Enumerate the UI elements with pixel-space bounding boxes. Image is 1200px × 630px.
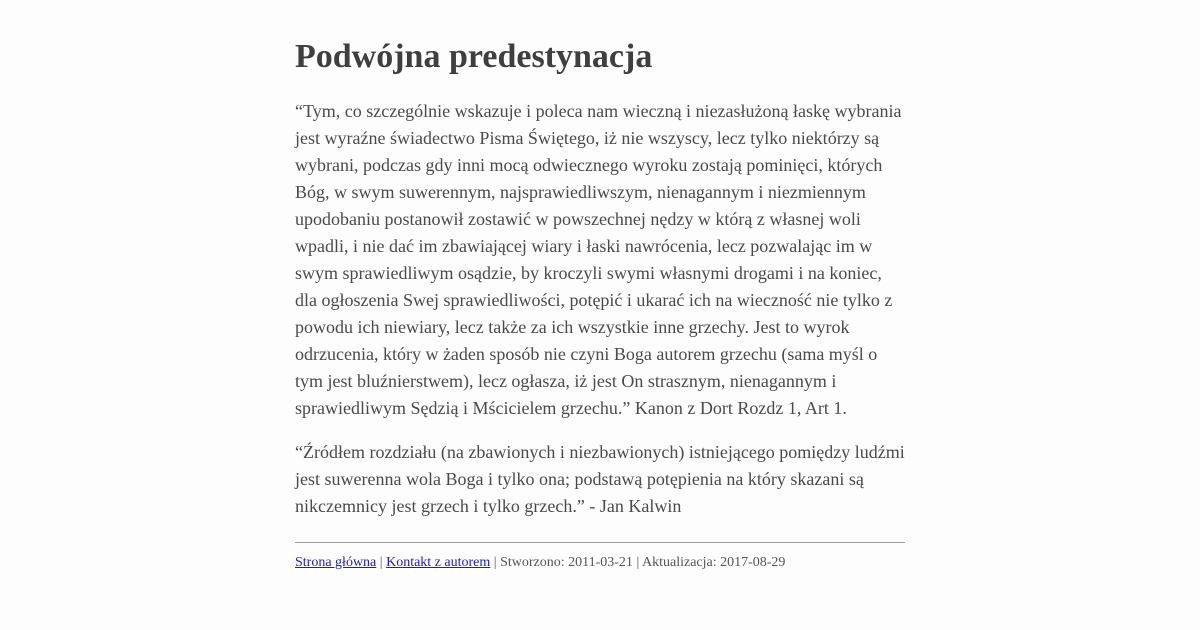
footer-separator: |: [493, 555, 497, 570]
footer-separator: |: [379, 555, 383, 570]
updated-date: Aktualizacja: 2017-08-29: [641, 555, 786, 570]
created-date: Stworzono: 2011-03-21: [500, 555, 633, 570]
quote-paragraph-calvin: “Źródłem rozdziału (na zbawionych i niezbawionych) istniejącego pomiędzy ludźmi jest suwerenna wola Boga i tylko ona; podstawą potępienia na który skazani są nikczemnicy jest grzech i tylko grzech.” - Jan Kalwin: [295, 442, 905, 516]
footer-divider: [295, 542, 905, 543]
footer-separator: |: [636, 555, 640, 570]
article: [295, 0, 905, 574]
page-title: Podwójna predestynacja: [295, 38, 653, 75]
contact-link[interactable]: Kontakt z autorem: [386, 555, 491, 570]
footer: [295, 552, 905, 574]
quote-paragraph-dort: “Tym, co szczególnie wskazuje i poleca nam wieczną i niezasłużoną łaskę wybrania jest wyraźne świadectwo Pisma Świętego, iż nie wszyscy, lecz tylko niektórzy są wybrani, podczas gdy inni mocą odwiecznego wyroku zostają pominięci, których Bóg, w swym suwerennym, najsprawiedliwszym, nienagannym i niezmiennym upodobaniu postanowił zostawić w powszechnej nędzy w którą z własnej woli wpadli, i nie dać im zbawiającej wiary i łaski nawrócenia, lecz pozwalając im w swym sprawiedliwym osądzie, by kroczyli swymi własnymi drogami i na koniec, dla ogłoszenia Swej sprawiedliwości, potępić i ukarać ich na wieczność nie tylko z powodu ich niewiary, lecz także za ich wszystkie inne grzechy. Jest to wyrok odrzucenia, który w żaden sposób nie czyni Boga autorem grzechu (sama myśl o tym jest bluźnierstwem), lecz ogłasza, iż jest On strasznym, nienagannym i sprawiedliwym Sędzią i Mścicielem grzechu.” Kanon z Dort Rozdz 1, Art 1.: [295, 101, 902, 418]
home-link[interactable]: Strona główna: [295, 555, 377, 570]
